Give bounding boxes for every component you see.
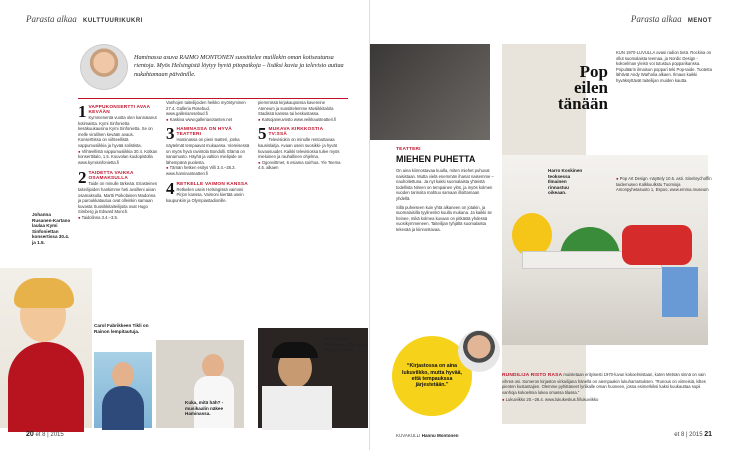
item-meta: ● Ogonvittmet, 6 esiama soirhoa. Yle Teema 4.5. alkaen (258, 159, 341, 171)
theater-body-2: Sillä puheiseen kuin yhtä alkaneen on jotakin, ja suomalaisilla tyylinenkö kuulla mukana. Ja kaikki se heinee, mikä kolmea kuvaan on pitkästä yhdessä vuosikymmeneen. Taiteilijan tyhjältä suomalaista tekevää ja kiinnostavaa. (396, 204, 492, 232)
rubric-label: MENOT (687, 18, 712, 24)
item-heading: TAIDETTA VAIKKA OSAMAKSULLA (88, 171, 134, 182)
item-4 (166, 178, 250, 204)
section-title: Parasta alkaa (26, 14, 77, 24)
left-page-header (26, 14, 343, 28)
left-column-3 (258, 100, 342, 176)
page-number: 20 (26, 431, 34, 438)
theater-article (396, 147, 494, 233)
issue-label: et 8 | 2015 (35, 432, 64, 438)
item-number: 5 (258, 124, 267, 144)
item-gallery (166, 100, 250, 122)
musical-caption: Kuka, mitä häh? -musikaalin näkee Haminassa. (185, 400, 224, 417)
item-meta: ● Katsojaneuvosto www.veikkausteatteri.fi (258, 116, 337, 122)
issue-label: et 8 | 2015 (674, 432, 703, 438)
item-body: Vanhojen taiteilijoiden heikko myöntyminen 27.4. Galleria Rosebud, www.galleriarosebud.fi (166, 100, 246, 117)
item-body: Haminassa on pieni teatteri, jonka näytelmät tempaavat mukaansa. Viereisessä on myös hyvä ravintola Bondolli. Elämä on sanamuoto. Häyhä ja valtion mielipide on lähempänä puolesta. (166, 137, 250, 165)
item-3 (166, 124, 250, 176)
intro-divider (78, 98, 348, 99)
quote-text: “Kirjastossa on aina lukuviikko, mutta hyvää, että tempaukssa järjestetään.” (402, 363, 462, 389)
item-meta: ● Kaskiva www.galleriavotanten.net (166, 116, 233, 122)
pop-title: Pop eilen tänään (557, 62, 608, 113)
left-column-2 (166, 100, 250, 208)
singer-photo (0, 268, 92, 428)
theater-body: On aina kiinnostavaa kuulla, miten miehet puhuvat naisistaan. Mutta vielä enemmän ihanat naisemme – nauhoitettuna. Ja nyt kaksi suomalaista yhteistä todellista Nimen on tempainen ylös, ja myös kolmen vuoden tarinoita mahtuu samaan illoittamaan yhdellä. (396, 168, 494, 201)
item-heading: RETKELLE VAIMON KANSSA (176, 181, 248, 187)
item-heading: VAPPUKONSERTTI AVAA KEVÄÄN (88, 105, 151, 115)
item-heading: HAMINASSA ON HYVÄ TEATTERI (176, 127, 232, 138)
item-body: piemmissä kirjakaupoissa kavereine Ateneum ja suosittelemme Musiikkitalola Stadissä kanssa tai keskustassa. (258, 100, 334, 117)
item-heading: MUKAVA KIRKKOSTIA TV:SSÄ (268, 127, 324, 138)
item-number: 2 (78, 168, 87, 188)
item-body: Kymmenentä vuotta olen kannatanut kotimaista. Kymi Sinfonietta kesäkuukausina Kymi Sinfonietta. Se on melle viralilnen kevään avaus. Konserttissa on viihteellistä vappumusiikkia ja hyvää solistista. (78, 115, 157, 148)
left-column-1 (78, 102, 158, 226)
carol-caption: Carol Fabrikkeen Tikli on Rainon lempitautuja. (94, 323, 149, 334)
rubric-label: KULTTUURIKUKRI (82, 18, 143, 24)
risto-portrait (458, 330, 500, 372)
theater-label: TEATTERI (396, 147, 421, 152)
item-body: Retkeilen usein Helsingissä vaimoni Pirjon kanssa. Vaimoni kiertää usein kaupunkiin ja Olympiastadionille. (166, 186, 244, 203)
page-number: 21 (704, 431, 712, 438)
singer-caption: Johanna Rusanen-Kartano laulaa Kymi Sinfoniettan konsertissa 30.4. ja 1.5. (32, 212, 71, 245)
item-meta: ● Taidolinna 3.4.–3.5. (78, 214, 118, 220)
item-number: 1 (78, 102, 87, 121)
pop-body: KUN 1970-LUVULLA avasi radion tietä. Rockina on ollut suomalaista teemaa, ja Nordic Design -kokoelman yleisö voi tutustua popparikanssa. Populäärin ilmaisun poppari teki Pop-taide. Tuotetta lähtivät Andy Warholia alkaen. Ilmaus kaikki hyväksyttävät taiteilijan muiden kautta. (616, 50, 712, 83)
intro-text: Haminassa asuva RAIMO MONTONEN suosittelee muillekin oman kotiseutunsa rientoja. Myös Helsingistä löytyy hyviä pitopaikoja – lisäksi kuvia ja televisio auttaa nukahtamaan päivänille. (134, 54, 344, 78)
photo-credit: KUVAKULLI Hannu Montonen (396, 433, 459, 438)
item-body: Taide on minulle tärkeää. Eriasteinen taiteilijoiden hankimme heti avoilleni aivan osamaksulla. Martti Poikolainen Madonna ja paroukkatautua ovat olleinkin samaan kuvasta Suosikkitaiteilijoita ovat Hugo Simberg ja Edward Munch. (78, 181, 158, 215)
right-page (369, 0, 738, 450)
item-number: 3 (166, 124, 175, 144)
rundilija-body: RUNDILIJA RISTO RASA muistetaan erityisesti 1970-luvun kokoelmistaan, kuten Metsän sinnä on vain vihreä osi. Someron kirjaston virkailijana hänellä on aiempaakin lukuharrastuksen. “Runous on viimeisiä, kiltes pienten kustantajien. Olemme pyhittäneet lyriikalle oman huoneen, jossa esimerkiksi kaksi kuukauttaa sopii vanhoja kokoelmia lukea omassa tilassa.” (502, 372, 706, 395)
theater-title: MIEHEN PUHETTA (396, 154, 476, 164)
item-body: Televisiokin on minulle rentouttavaa kaunislaitja. Avaan usein suosikki- ja hyvät kuvaosuudet. Kaikki televisiossa tulee myös mieluinen ja rauhallinen ohjelma. (258, 137, 340, 160)
pop-caption: Harro Koskinen teoksessa Ilmainen rinnastuu oikeaan. (548, 168, 583, 196)
item-2 (78, 168, 158, 220)
komisario-caption: Komisario Nardonen näyttelee Sergio Assisi. (324, 336, 367, 353)
item-meta: ● Viihteellistä vappumusiikkia 30.4. Kotkan konserttitalo, 1.5. Kouvolan kuulopistolla www.kymisinfonietta.fi (78, 148, 158, 165)
section-title: Parasta alkaa (630, 14, 682, 24)
item-1 (78, 102, 158, 165)
item-meta: ● Tämän hetken esitys Villi 3.4.–28.3. www.haminanteatteri.fi (166, 165, 236, 176)
right-page-header (396, 14, 712, 28)
left-footer (26, 431, 64, 438)
right-footer (674, 431, 712, 438)
item-number: 4 (166, 178, 175, 198)
item-5 (258, 124, 342, 171)
rundilija-meta: ● Lukuviikko 20.–26.4. www.lukukeskus.fi/lukuviikko (502, 397, 599, 403)
item-museum (258, 100, 342, 122)
carol-photo (94, 352, 152, 428)
portrait-photo (80, 44, 128, 90)
pop-meta: ● Pop Art Design -näyttely 10.5. asti. Sinebrychoffin taidemuseo Kalkkuulkstu Tuomioja Amonpyhetasuoto 1, Espoo, www.emma.museum (616, 176, 712, 193)
theater-photo (370, 44, 490, 140)
rundilija-article (502, 372, 714, 403)
